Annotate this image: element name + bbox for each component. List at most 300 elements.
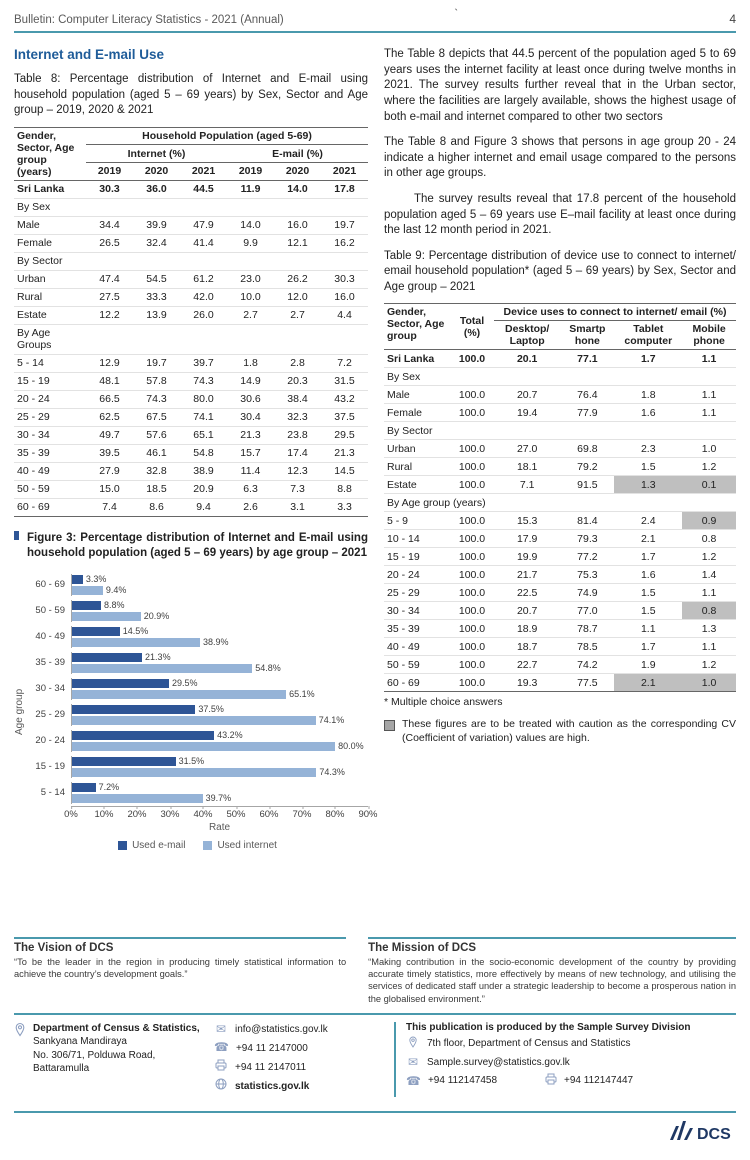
address-line: Sankyana Mandiraya [33, 1036, 127, 1048]
bar-value-label: 31.5% [178, 756, 205, 767]
section-title: Internet and E-mail Use [14, 47, 165, 62]
cell: 16.0 [274, 216, 321, 234]
row-label: 50 - 59 [14, 480, 86, 498]
chart-category-label: 50 - 59 [35, 605, 65, 617]
row-label: Rural [384, 458, 450, 476]
year-header: 2021 [180, 162, 227, 180]
cell: 30.3 [321, 270, 368, 288]
table-row [384, 350, 736, 368]
cell: 39.7 [180, 354, 227, 372]
cell: 100.0 [450, 530, 494, 548]
row-label: Sri Lanka [384, 350, 450, 368]
row-label: Rural [14, 288, 86, 306]
cell: 16.2 [321, 234, 368, 252]
row-label: By Sector [14, 252, 86, 270]
table-row [14, 480, 368, 498]
cell: 8.6 [133, 498, 180, 516]
table-row [384, 548, 736, 566]
cell: 81.4 [560, 512, 614, 530]
cell: 12.3 [274, 462, 321, 480]
row-label: 40 - 49 [384, 638, 450, 656]
bar-value-label: 43.2% [217, 730, 243, 741]
legend-item [203, 840, 276, 851]
cell: 20.7 [494, 602, 560, 620]
cell: 22.5 [494, 584, 560, 602]
figure3-caption-text: Figure 3: Percentage distribution of Internet and E-mail using household population (aged 5 – 69 years) by age group – 2021 [27, 531, 368, 560]
cell: 1.1 [682, 350, 736, 368]
row-label: 15 - 19 [384, 548, 450, 566]
paragraph-2: The Table 8 and Figure 3 shows that persons in age group 20 - 24 indicate a higher internet and email usage compared to the persons in other age groups. [384, 136, 736, 180]
cell: 3.1 [274, 498, 321, 516]
vertical-divider [394, 1022, 396, 1097]
row-label: By Age group (years) [384, 494, 736, 512]
cell: 49.7 [86, 426, 133, 444]
vision-title: The Vision of DCS [14, 941, 114, 954]
row-label: Estate [14, 306, 86, 324]
bar-value-label: 37.5% [198, 704, 224, 715]
cell: 1.5 [614, 458, 682, 476]
chart-bar-zone [71, 574, 368, 596]
contact-row [214, 1022, 392, 1038]
email-bar [72, 653, 142, 662]
row-label: 30 - 34 [384, 602, 450, 620]
internet-bar [72, 742, 335, 751]
table-row [14, 288, 368, 306]
table9-body [384, 350, 736, 692]
cell: 8.8 [321, 480, 368, 498]
x-tick-label: 80% [325, 808, 345, 820]
table-row [14, 444, 368, 462]
row-label: Urban [384, 440, 450, 458]
cell: 1.2 [682, 548, 736, 566]
cell: 100.0 [450, 440, 494, 458]
chart-category-group [27, 598, 368, 624]
bar-value-label: 74.3% [319, 767, 345, 778]
row-label: 25 - 29 [384, 584, 450, 602]
row-label: Estate [384, 476, 450, 494]
table8-population-header: Household Population (aged 5-69) [86, 127, 368, 145]
logo-row [14, 1113, 736, 1152]
cell: 2.3 [614, 440, 682, 458]
divider-line [14, 937, 346, 939]
bar-value-label: 80.0% [338, 741, 364, 752]
row-label: Female [384, 404, 450, 422]
cell: 100.0 [450, 584, 494, 602]
cell: 16.0 [321, 288, 368, 306]
cell: 31.5 [321, 372, 368, 390]
gray-legend-swatch [384, 720, 395, 731]
chart-bar-zone [71, 756, 368, 778]
figure3-chart [14, 572, 378, 851]
table-row [384, 512, 736, 530]
cell: 12.0 [274, 288, 321, 306]
cell: 9.9 [227, 234, 274, 252]
table-row [14, 408, 368, 426]
cell: 80.0 [180, 390, 227, 408]
chart-category-group [27, 676, 368, 702]
legend-item [118, 840, 185, 851]
table-row [384, 638, 736, 656]
x-tick-label: 0% [64, 808, 78, 820]
cell [86, 252, 133, 270]
x-tick-label: 50% [226, 808, 246, 820]
cell [321, 252, 368, 270]
cell: 62.5 [86, 408, 133, 426]
publication-email[interactable]: Sample.survey@statistics.gov.lk [427, 1057, 570, 1069]
cell: 69.8 [560, 440, 614, 458]
cell: 1.2 [682, 656, 736, 674]
row-label: 5 - 9 [384, 512, 450, 530]
cell: 34.4 [86, 216, 133, 234]
cell: 14.0 [274, 180, 321, 198]
page-number: 4 [729, 12, 736, 26]
section-row [384, 368, 736, 386]
cell: 1.7 [614, 350, 682, 368]
email-bar [72, 575, 83, 584]
cell: 1.5 [614, 584, 682, 602]
device-col-header: Desktop/ Laptop [494, 321, 560, 350]
section-row [384, 494, 736, 512]
mission-title: The Mission of DCS [368, 941, 477, 954]
publication-floor: 7th floor, Department of Census and Statistics [427, 1038, 631, 1050]
cell: 19.3 [494, 674, 560, 692]
cell: 7.1 [494, 476, 560, 494]
figure3-caption [14, 531, 368, 562]
row-label: 15 - 19 [14, 372, 86, 390]
table9-device-header: Device uses to connect to internet/ email (%) [494, 304, 736, 321]
bar-value-label: 21.3% [145, 652, 171, 663]
cell: 91.5 [560, 476, 614, 494]
internet-bar [72, 690, 286, 699]
cell: 77.9 [560, 404, 614, 422]
cell: 77.1 [560, 350, 614, 368]
figure3-legend [27, 840, 368, 851]
cell: 2.8 [274, 354, 321, 372]
cell: 74.3 [133, 390, 180, 408]
table-row [384, 386, 736, 404]
table9-caption: Table 9: Percentage distribution of device use to connect to internet/ email household population* (aged 5 – 69 years) by Sex, Sector and Age group – 2021 [384, 249, 736, 293]
chart-bar-zone [71, 652, 368, 674]
cell [133, 324, 180, 354]
chart-bar-zone [71, 704, 368, 726]
page-header [14, 0, 736, 33]
cell: 20.1 [494, 350, 560, 368]
year-header: 2020 [274, 162, 321, 180]
bar-value-label: 38.9% [202, 637, 229, 648]
cell: 1.1 [682, 584, 736, 602]
cell: 76.4 [560, 386, 614, 404]
cell: 29.5 [321, 426, 368, 444]
cell: 48.1 [86, 372, 133, 390]
fax-icon [545, 1073, 557, 1088]
cell: 100.0 [450, 512, 494, 530]
cell [274, 198, 321, 216]
cell: 21.3 [321, 444, 368, 462]
figure3-plot-area [27, 572, 378, 851]
cell: 11.9 [227, 180, 274, 198]
cell: 2.7 [227, 306, 274, 324]
cell: 54.5 [133, 270, 180, 288]
cell: 67.5 [133, 408, 180, 426]
cell: 26.2 [274, 270, 321, 288]
cell: 14.0 [227, 216, 274, 234]
cell: 39.5 [86, 444, 133, 462]
mission-text: “Making contribution in the socio-economic development of the country by providing accurate timely statistics, more effectively by means of new technology, and utilising the services of dedicated staff under a strategic leadership to become a prosperous nation in the globalised environment.” [368, 956, 736, 1004]
globe-icon [214, 1078, 228, 1094]
email-bar [72, 679, 169, 688]
cell: 1.0 [682, 440, 736, 458]
cell: 23.0 [227, 270, 274, 288]
row-label: By Sector [384, 422, 736, 440]
envelope-icon: ✉ [215, 1021, 227, 1036]
row-label: By Age Groups [14, 324, 86, 354]
internet-bar [72, 768, 316, 777]
table-row [14, 462, 368, 480]
x-tick-label: 20% [127, 808, 147, 820]
cell: 32.8 [133, 462, 180, 480]
cell: 1.0 [682, 674, 736, 692]
contact-row [214, 1078, 392, 1094]
contact-website[interactable]: statistics.gov.lk [235, 1080, 310, 1092]
table8-rowgroup-header: Gender, Sector, Age group (years) [14, 127, 86, 180]
vision-text: “To be the leader in the region in producing timely statistical information to achieve the country’s development goals.” [14, 956, 347, 980]
bulletin-title: Bulletin: Computer Literacy Statistics - 2021 (Annual) [14, 14, 284, 26]
caution-text: These figures are to be treated with caution as the corresponding CV (Coefficient of variation) values are high. [402, 718, 736, 745]
table9 [384, 303, 736, 692]
publication-row [406, 1036, 736, 1052]
publication-fax: +94 112147447 [564, 1075, 634, 1087]
internet-bar [72, 664, 252, 673]
cell [180, 324, 227, 354]
table-row [14, 354, 368, 372]
cell: 74.3 [180, 372, 227, 390]
bar-value-label: 3.3% [85, 574, 107, 585]
year-header: 2021 [321, 162, 368, 180]
table-row [384, 440, 736, 458]
cell: 100.0 [450, 386, 494, 404]
publication-row [406, 1055, 736, 1071]
cell: 18.1 [494, 458, 560, 476]
cell: 1.2 [682, 458, 736, 476]
cell: 43.2 [321, 390, 368, 408]
chart-bar-zone [71, 782, 368, 804]
cell [321, 198, 368, 216]
figure3-xaxis [64, 806, 378, 820]
table9-header [384, 304, 736, 350]
chart-category-group [27, 650, 368, 676]
bar-value-label: 54.8% [255, 663, 281, 674]
cell: 20.7 [494, 386, 560, 404]
cell: 57.8 [133, 372, 180, 390]
cell [227, 198, 274, 216]
internet-bar [72, 794, 203, 803]
chart-category-label: 30 - 34 [35, 683, 65, 695]
cell: 1.7 [614, 638, 682, 656]
page-footer [0, 927, 750, 1160]
fax-icon [214, 1059, 228, 1075]
cell: 23.8 [274, 426, 321, 444]
x-tick-label: 90% [358, 808, 378, 820]
stray-mark: ` [454, 8, 459, 20]
table-row [384, 476, 736, 494]
cell: 32.4 [133, 234, 180, 252]
cell: 0.8 [682, 530, 736, 548]
cell: 26.5 [86, 234, 133, 252]
table-row [14, 234, 368, 252]
address-line: Battaramulla [33, 1063, 90, 1075]
cell: 79.3 [560, 530, 614, 548]
section-row [14, 324, 368, 354]
year-header: 2019 [86, 162, 133, 180]
phone-icon: ☎ [214, 1040, 229, 1055]
row-label: 25 - 29 [14, 408, 86, 426]
cell: 1.7 [614, 548, 682, 566]
contact-list [214, 1022, 392, 1097]
row-label: Male [14, 216, 86, 234]
cell: 61.2 [180, 270, 227, 288]
cell: 21.3 [227, 426, 274, 444]
cell: 0.8 [682, 602, 736, 620]
cell: 100.0 [450, 602, 494, 620]
cell: 77.0 [560, 602, 614, 620]
table-row [384, 566, 736, 584]
cell: 17.8 [321, 180, 368, 198]
x-tick-label: 30% [160, 808, 180, 820]
cell: 39.9 [133, 216, 180, 234]
cell: 14.5 [321, 462, 368, 480]
year-header: 2020 [133, 162, 180, 180]
cell: 17.9 [494, 530, 560, 548]
cell: 41.4 [180, 234, 227, 252]
vision-block [14, 937, 346, 1005]
table-row [14, 498, 368, 516]
cell: 7.4 [86, 498, 133, 516]
cell: 19.4 [494, 404, 560, 422]
row-label: 35 - 39 [14, 444, 86, 462]
cell: 18.9 [494, 620, 560, 638]
cell: 27.9 [86, 462, 133, 480]
cell: 1.9 [614, 656, 682, 674]
row-label: 20 - 24 [384, 566, 450, 584]
cell: 1.1 [682, 638, 736, 656]
cell: 2.4 [614, 512, 682, 530]
email-bar [72, 627, 120, 636]
cell: 38.9 [180, 462, 227, 480]
cell: 100.0 [450, 620, 494, 638]
table8-internet-header: Internet (%) [86, 145, 227, 163]
cell: 33.3 [133, 288, 180, 306]
row-label: Male [384, 386, 450, 404]
bar-value-label: 9.4% [105, 585, 127, 596]
section-row [384, 422, 736, 440]
email-bar [72, 705, 195, 714]
cell: 12.1 [274, 234, 321, 252]
row-label: 50 - 59 [384, 656, 450, 674]
row-label: Urban [14, 270, 86, 288]
chart-category-group [27, 572, 368, 598]
cell: 27.5 [86, 288, 133, 306]
contact-fax: +94 11 2147011 [235, 1061, 307, 1073]
cell: 1.6 [614, 566, 682, 584]
row-label: 60 - 69 [384, 674, 450, 692]
table-row [384, 584, 736, 602]
cell: 1.3 [614, 476, 682, 494]
internet-bar [72, 586, 103, 595]
cell: 42.0 [180, 288, 227, 306]
x-tick-label: 60% [259, 808, 279, 820]
cell: 7.3 [274, 480, 321, 498]
table-row [14, 306, 368, 324]
contact-row [214, 1040, 392, 1056]
chart-category-group [27, 780, 368, 806]
cell: 78.5 [560, 638, 614, 656]
cell: 46.1 [133, 444, 180, 462]
cell [86, 324, 133, 354]
table-row [14, 372, 368, 390]
row-label: 60 - 69 [14, 498, 86, 516]
right-column [384, 39, 736, 851]
cell: 21.7 [494, 566, 560, 584]
cell: 27.0 [494, 440, 560, 458]
table-row [14, 426, 368, 444]
cell: 100.0 [450, 458, 494, 476]
table-row [14, 390, 368, 408]
cell: 100.0 [450, 476, 494, 494]
caption-accent-bar [14, 531, 19, 540]
chart-category-group [27, 702, 368, 728]
table-row [384, 404, 736, 422]
cell: 79.2 [560, 458, 614, 476]
cell: 20.3 [274, 372, 321, 390]
mission-block [368, 937, 736, 1005]
email-bar [72, 757, 176, 766]
cell: 30.6 [227, 390, 274, 408]
cell: 1.8 [227, 354, 274, 372]
bar-value-label: 29.5% [172, 678, 198, 689]
internet-bar [72, 638, 200, 647]
cell: 0.9 [682, 512, 736, 530]
dcs-logo-text: DCS [697, 1126, 731, 1143]
chart-category-group [27, 754, 368, 780]
chart-category-group [27, 728, 368, 754]
cell: 0.1 [682, 476, 736, 494]
cell: 100.0 [450, 656, 494, 674]
cell: 30.4 [227, 408, 274, 426]
cell: 74.2 [560, 656, 614, 674]
cell [86, 198, 133, 216]
figure3-rows [27, 572, 368, 806]
row-label: 35 - 39 [384, 620, 450, 638]
cell: 18.7 [494, 638, 560, 656]
contact-email[interactable]: info@statistics.gov.lk [235, 1024, 328, 1036]
cell: 77.5 [560, 674, 614, 692]
cell: 1.1 [682, 386, 736, 404]
cell: 47.4 [86, 270, 133, 288]
cell: 100.0 [450, 566, 494, 584]
cell: 15.7 [227, 444, 274, 462]
phone-icon: ☎ [406, 1073, 421, 1088]
cell: 74.9 [560, 584, 614, 602]
cell: 100.0 [450, 548, 494, 566]
cell: 18.5 [133, 480, 180, 498]
cell: 32.3 [274, 408, 321, 426]
envelope-icon: ✉ [407, 1054, 419, 1069]
cell [321, 324, 368, 354]
cell: 75.3 [560, 566, 614, 584]
table-row [14, 180, 368, 198]
table8-email-header: E-mail (%) [227, 145, 368, 163]
cell: 36.0 [133, 180, 180, 198]
